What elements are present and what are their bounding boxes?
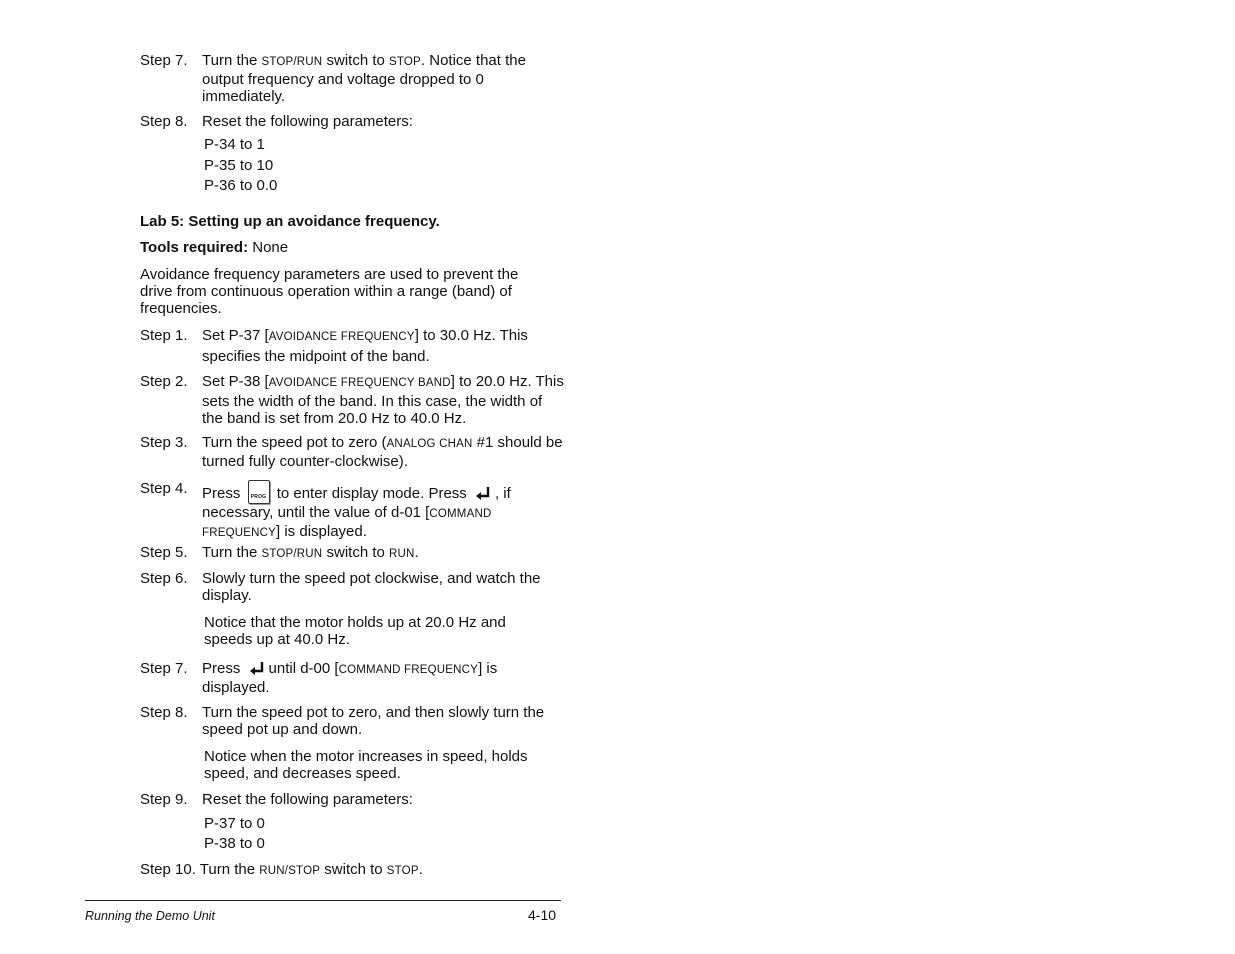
tools-required: Tools required: None (140, 239, 289, 256)
step-label: Step 3. (140, 434, 188, 451)
step-6-note: Notice that the motor holds up at 20.0 Hz and speeds up at 40.0 Hz. (204, 614, 506, 648)
step-3 (140, 434, 565, 470)
step-label: Step 7. (140, 52, 188, 69)
step-8-reset (140, 113, 565, 130)
step-text: Reset the following parameters: (202, 791, 413, 808)
step-label: Step 7. (140, 660, 188, 677)
step-text: Set P-37 [AVOIDANCE FREQUENCY] to 30.0 Hz. This specifies the midpoint of the band. (202, 327, 528, 365)
step-label: Step 8. (140, 704, 188, 721)
step-6 (140, 570, 565, 604)
page-number: 4-10 (528, 907, 557, 923)
step-text: Press until d-00 [COMMAND FREQUENCY] is displayed. (202, 660, 498, 696)
footer-section-title: Running the Demo Unit (85, 909, 215, 923)
enter-key-icon (249, 661, 265, 676)
step-text: Reset the following parameters: (202, 113, 413, 130)
step-text: Slowly turn the speed pot clockwise, and watch the display. (202, 570, 541, 604)
step-8-speed-pot (140, 704, 565, 738)
step-label: Step 2. (140, 373, 188, 390)
step-7-stop (140, 52, 565, 105)
step-8-note: Notice when the motor increases in speed, holds speed, and decreases speed. (204, 748, 528, 782)
step-text: Turn the speed pot to zero, and then slowly turn the speed pot up and down. (202, 704, 545, 738)
step-2 (140, 373, 565, 428)
param-item: P-37 to 0 (204, 815, 265, 832)
step-label: Step 6. (140, 570, 188, 587)
step-4 (140, 480, 565, 542)
param-item: P-36 to 0.0 (204, 177, 278, 194)
step-label: Step 1. (140, 327, 188, 344)
step-text: Turn the STOP/RUN switch to STOP. Notice that the output frequency and voltage dropped to 0 immediately. (202, 52, 526, 105)
step-7-press-enter (140, 660, 565, 696)
param-item: P-34 to 1 (204, 136, 265, 153)
step-label: Step 5. (140, 544, 188, 561)
step-1 (140, 326, 565, 366)
param-item: P-38 to 0 (204, 835, 265, 852)
step-5 (140, 544, 565, 563)
step-9 (140, 791, 565, 808)
enter-key-icon (475, 486, 491, 501)
step-10: Step 10. Turn the RUN/STOP switch to STOP. (140, 861, 423, 878)
step-label: Step 8. (140, 113, 188, 130)
step-label: Step 4. (140, 480, 188, 497)
footer-divider (85, 900, 561, 901)
step-label: Step 9. (140, 791, 188, 808)
step-text: Set P-38 [AVOIDANCE FREQUENCY BAND] to 20.0 Hz. This sets the width of the band. In this case, the width of the band is set from 20.0 Hz to 40.0 Hz. (202, 373, 564, 427)
lab-title: Lab 5: Setting up an avoidance frequency. (140, 213, 440, 230)
step-text: Turn the speed pot to zero (ANALOG CHAN #1 should be turned fully counter-clockwise). (202, 434, 563, 470)
prog-key-icon: PROG (248, 480, 270, 504)
lab-intro: Avoidance frequency parameters are used to prevent the drive from continuous operation within a range (band) of frequencies. (140, 266, 519, 317)
step-text: Press PROG to enter display mode. Press , if necessary, until the value of d-01 [COMMAND FREQUENCY] is displayed. (202, 480, 565, 542)
step-text: Turn the STOP/RUN switch to RUN. (202, 544, 419, 561)
step-label: Step 10. (140, 861, 196, 878)
param-item: P-35 to 10 (204, 157, 274, 174)
